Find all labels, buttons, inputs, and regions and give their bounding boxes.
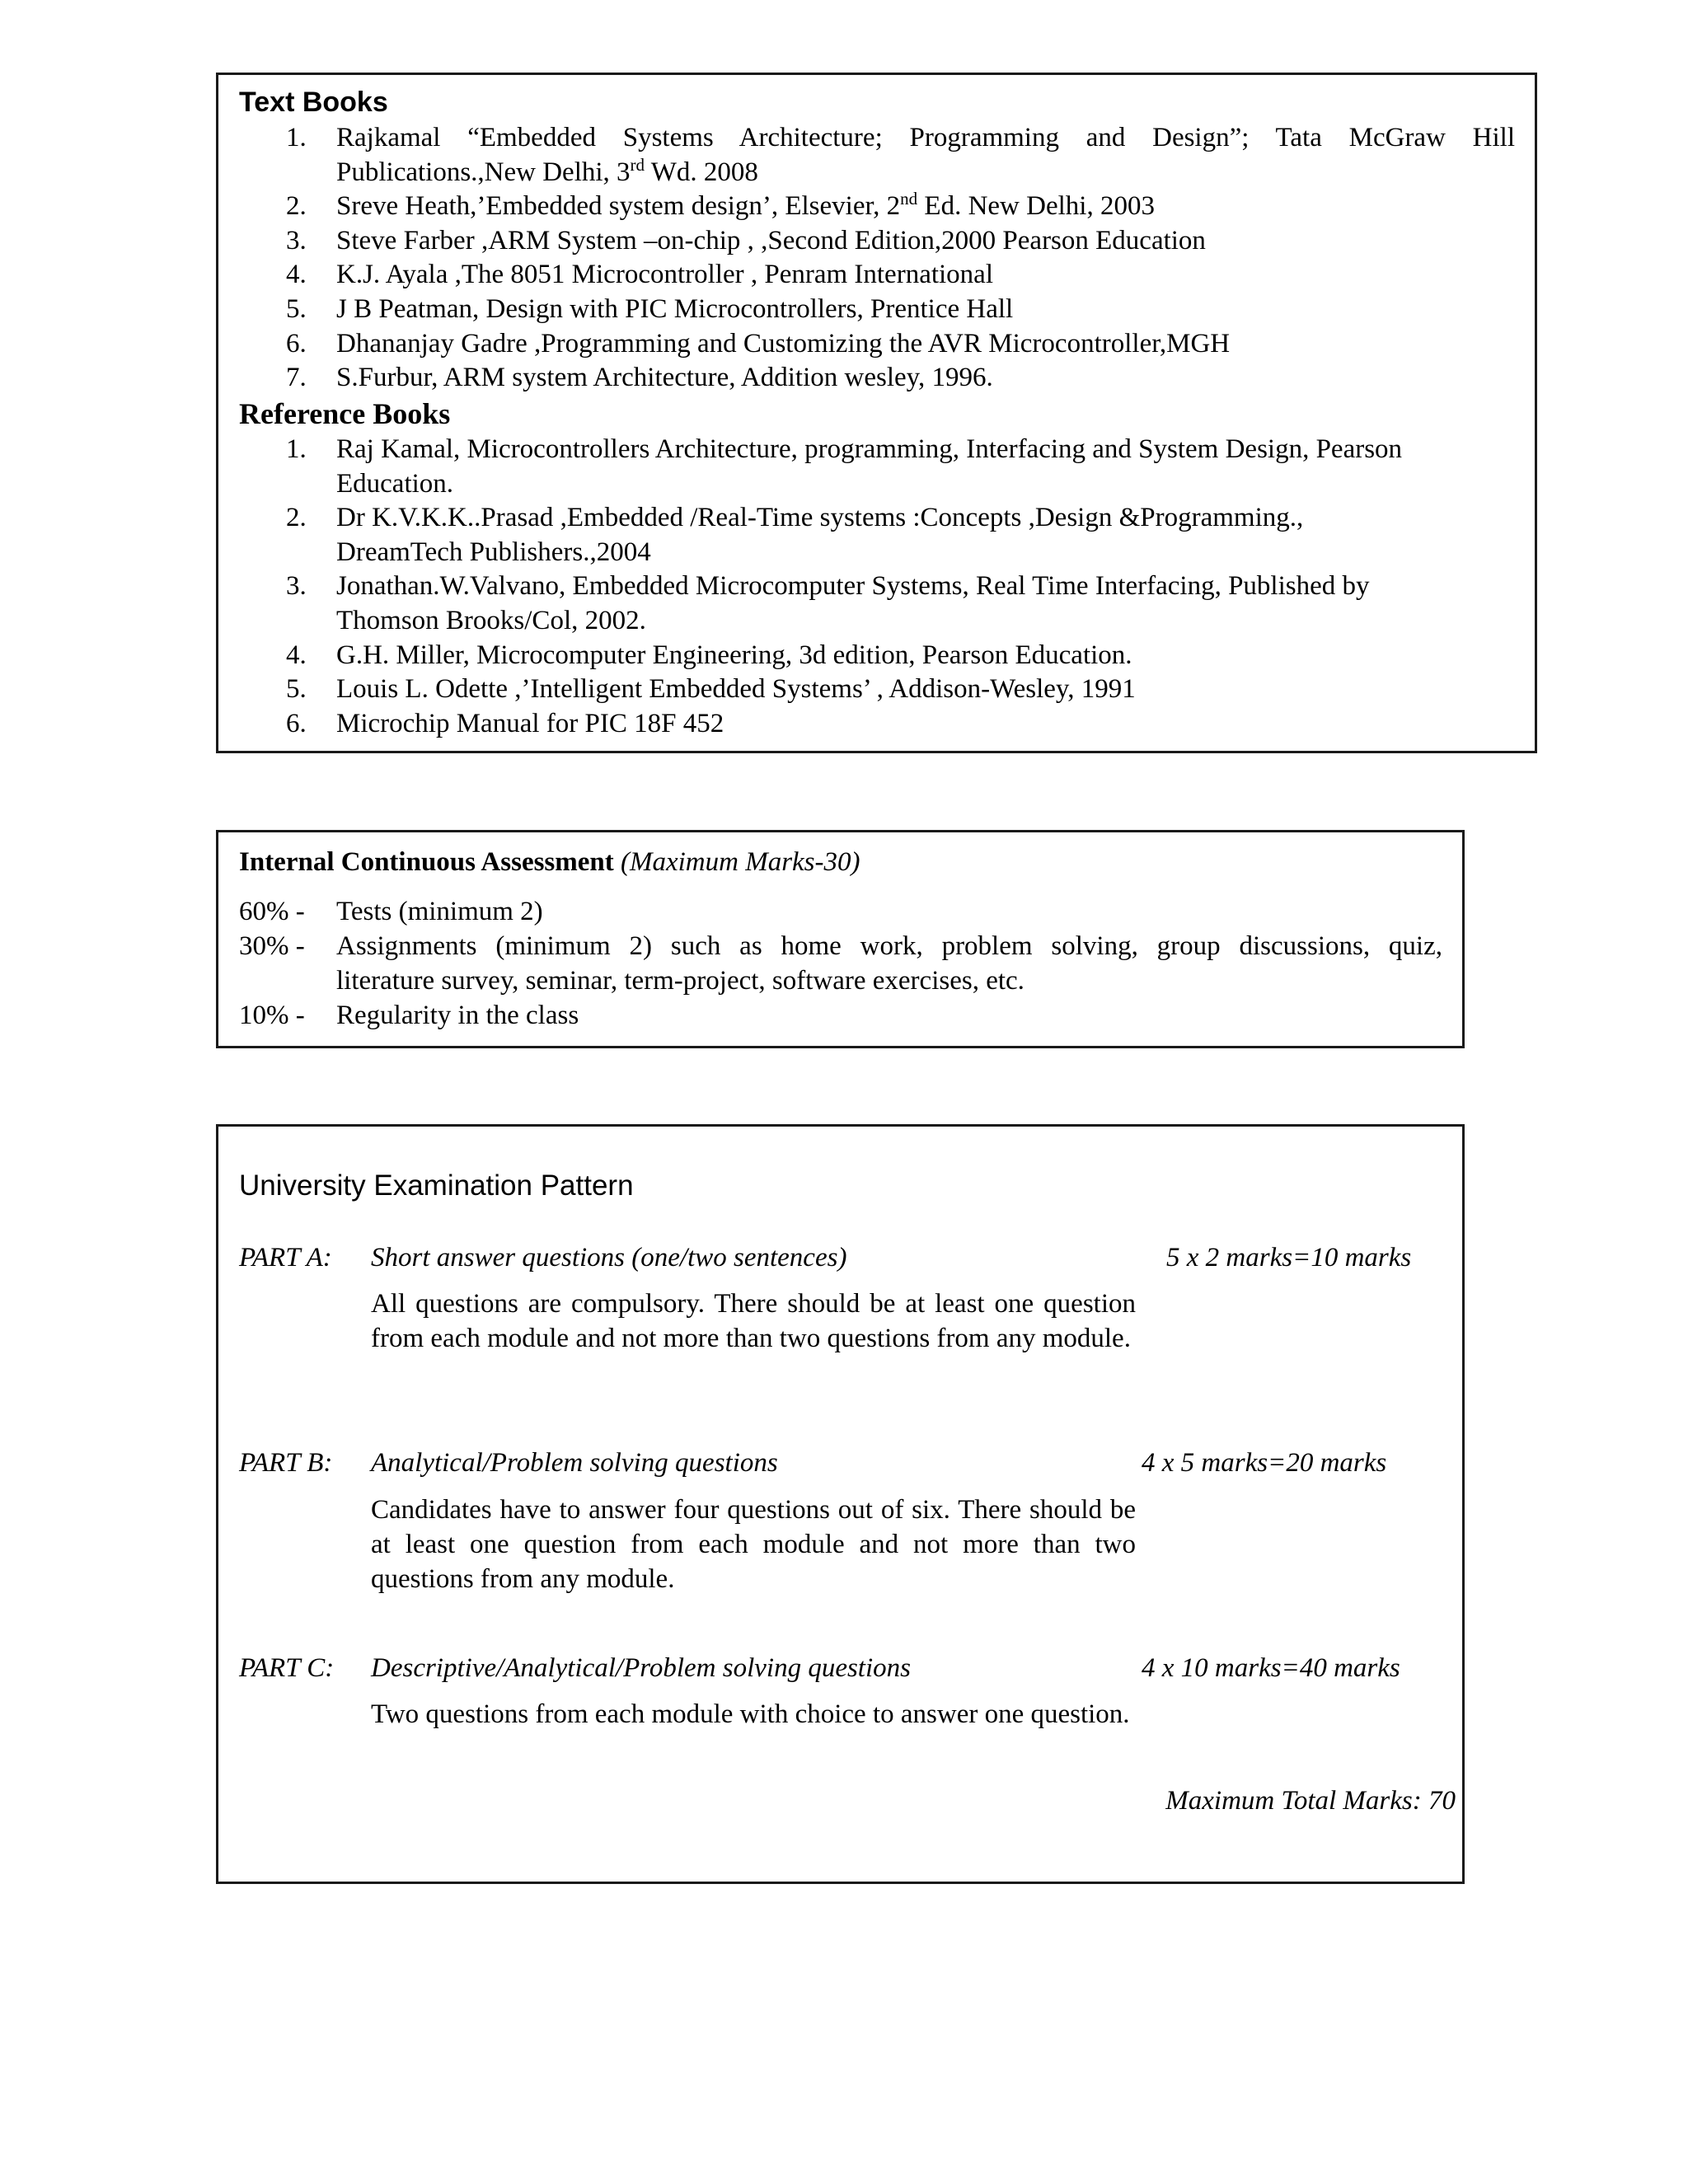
- part-c-heading: Descriptive/Analytical/Problem solving questions: [371, 1653, 911, 1683]
- reference-books-heading: Reference Books: [239, 397, 451, 430]
- part-b-description: Candidates have to answer four questions out of six. There should be at least one question from each module and not more than two questions from any module.: [371, 1495, 1136, 1594]
- part-c-description: Two questions from each module with choice to answer one question.: [371, 1699, 1130, 1729]
- part-a-description: All questions are compulsory. There should be at least one question from each module and not more than two questions from any module.: [371, 1289, 1136, 1353]
- part-a-label: PART A:: [239, 1243, 332, 1272]
- list-item: 4. G.H. Miller, Microcomputer Engineering, 3d edition, Pearson Education.: [286, 640, 1132, 670]
- internal-assessment-title: Internal Continuous Assessment (Maximum Marks-30): [239, 847, 860, 877]
- reference-books-list: [218, 433, 1535, 741]
- list-item: 5. Louis L. Odette ,’Intelligent Embedded Systems’ , Addison-Wesley, 1991: [286, 674, 1136, 705]
- part-c-marks: 4 x 10 marks=40 marks: [1142, 1653, 1400, 1683]
- list-item: 5. J B Peatman, Design with PIC Microcontrollers, Prentice Hall: [286, 293, 1014, 324]
- list-item: 7. S.Furbur, ARM system Architecture, Addition wesley, 1996.: [286, 363, 993, 393]
- maximum-total-marks: Maximum Total Marks: 70: [1165, 1786, 1456, 1816]
- part-b-marks: 4 x 5 marks=20 marks: [1142, 1448, 1387, 1478]
- list-item: 3. Jonathan.W.Valvano, Embedded Microcomputer Systems, Real Time Interfacing, Published by Thomson Brooks/Col, 2002.: [286, 571, 1370, 635]
- list-item: 2. Dr K.V.K.K..Prasad ,Embedded /Real-Time systems :Concepts ,Design &Programming., DreamTech Publishers.,2004: [286, 503, 1304, 567]
- list-item: 4. K.J. Ayala ,The 8051 Microcontroller , Penram International: [286, 260, 993, 290]
- part-a-heading: Short answer questions (one/two sentences): [371, 1243, 847, 1272]
- text-books-heading: Text Books: [239, 87, 388, 118]
- exam-pattern-section: [216, 1124, 1465, 1884]
- list-item: 1. Raj Kamal, Microcontrollers Architecture, programming, Interfacing and System Design, Pearson Education.: [286, 434, 1403, 499]
- list-item: 6. Dhananjay Gadre ,Programming and Customizing the AVR Microcontroller,MGH: [286, 328, 1231, 359]
- assessment-row: 10% - Regularity in the class: [239, 1001, 579, 1030]
- list-item: 6. Microchip Manual for PIC 18F 452: [286, 708, 724, 738]
- books-section: [216, 73, 1537, 753]
- list-item: 2. Sreve Heath,’Embedded system design’, Elsevier, 2nd Ed. New Delhi, 2003: [286, 189, 1155, 222]
- part-a-marks: 5 x 2 marks=10 marks: [1166, 1243, 1412, 1272]
- text-books-list: [218, 121, 1535, 396]
- part-b-heading: Analytical/Problem solving questions: [371, 1448, 778, 1478]
- part-c-label: PART C:: [239, 1653, 335, 1683]
- assessment-row: 30% - Assignments (minimum 2) such as home work, problem solving, group discussions, quiz, literature survey, seminar, term-project, software exercises, etc.: [239, 931, 1442, 996]
- exam-pattern-title: University Examination Pattern: [239, 1169, 634, 1202]
- list-item: 3. Steve Farber ,ARM System –on-chip , ,Second Edition,2000 Pearson Education: [286, 225, 1206, 255]
- assessment-row: 60% - Tests (minimum 2): [239, 897, 543, 926]
- list-item: 1. Rajkamal “Embedded Systems Architecture; Programming and Design”; Tata McGraw Hill Publications.,New Delhi, 3rd Wd. 2008: [286, 123, 1515, 187]
- part-b-label: PART B:: [239, 1448, 333, 1478]
- internal-assessment-section: [216, 830, 1465, 1048]
